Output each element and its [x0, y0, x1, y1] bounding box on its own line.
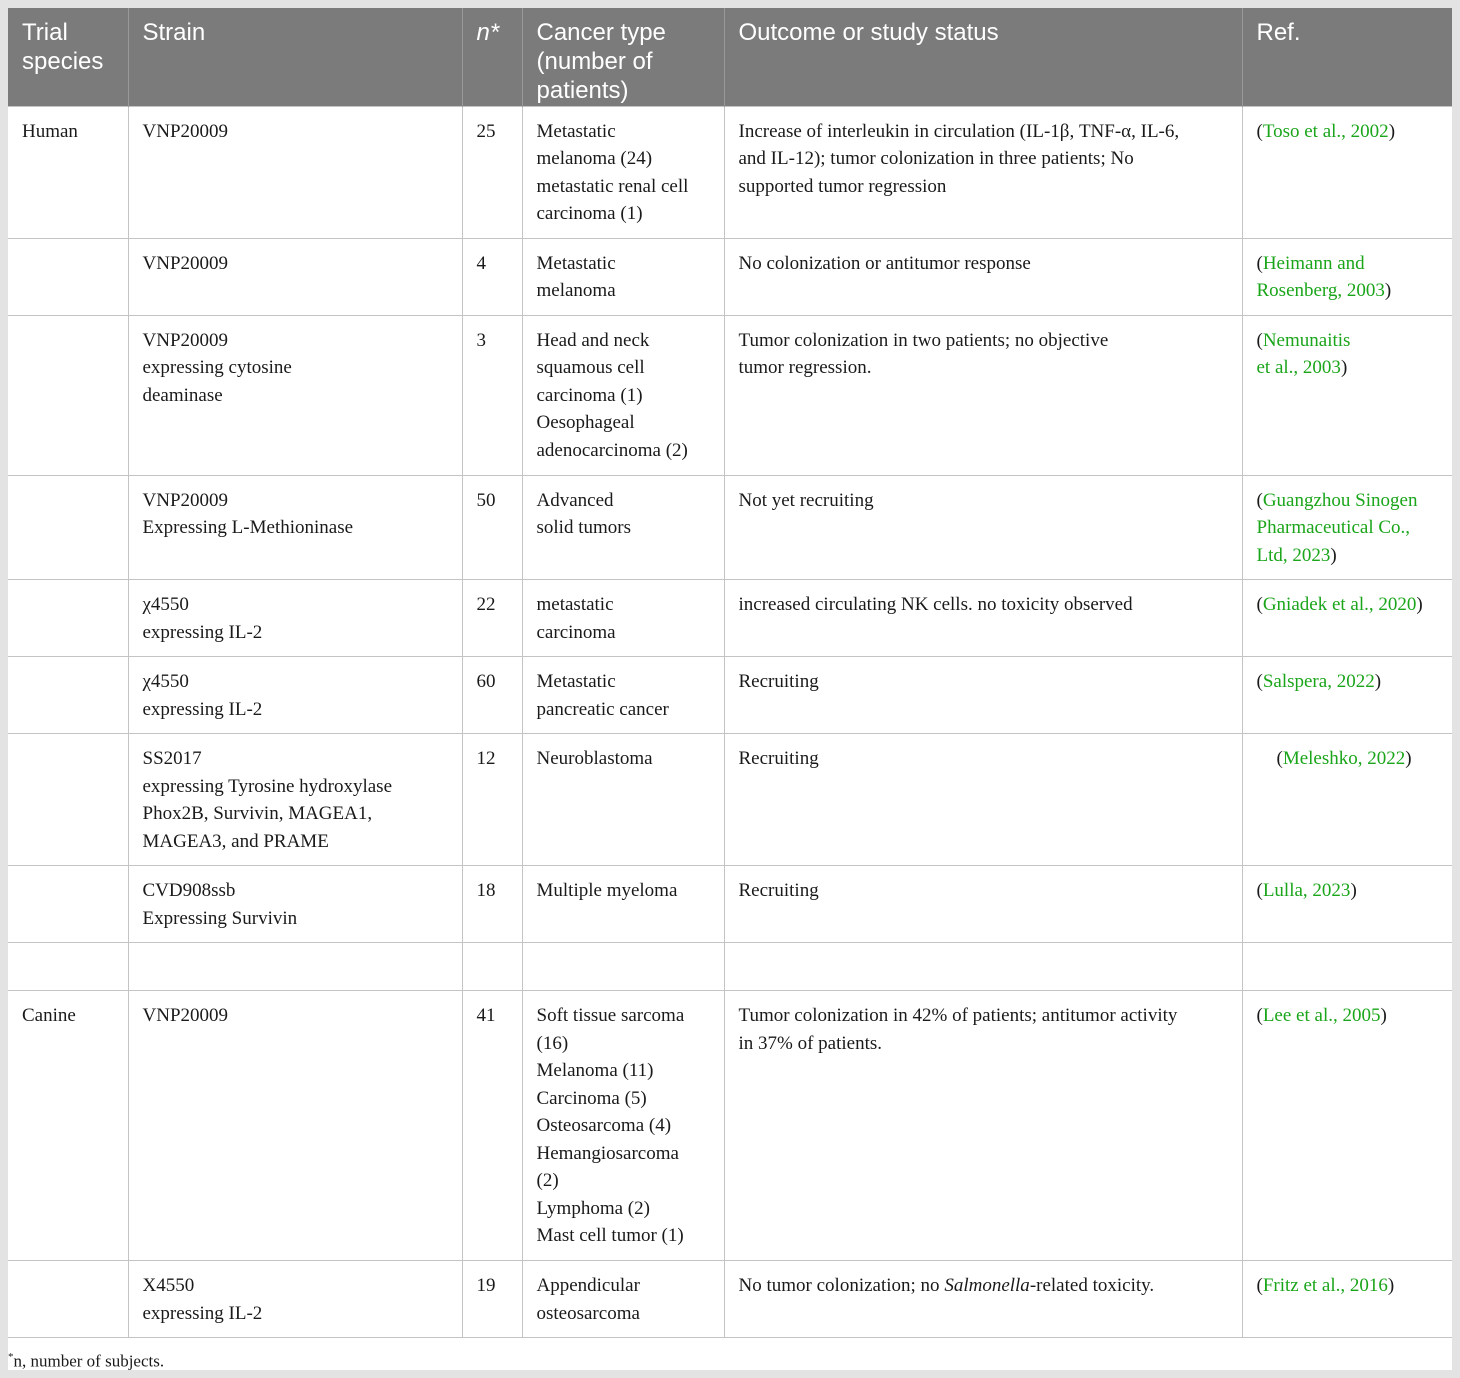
cell-n: 41: [462, 991, 522, 1261]
cell-species: [8, 1261, 128, 1338]
cancer-line: Neuroblastoma: [536, 748, 653, 769]
reference-link[interactable]: Pharmaceutical Co.,: [1256, 517, 1411, 538]
ref-close-paren: ): [1388, 120, 1396, 142]
outcome-text: -related toxicity.: [1029, 1275, 1155, 1296]
cell-strain: [128, 315, 462, 475]
ref-open-paren: (: [1256, 880, 1263, 901]
cell-cancer-type: [522, 238, 724, 315]
strain-line: expressing cytosine: [142, 357, 292, 378]
header-outcome: Outcome or study status: [724, 8, 1242, 106]
ref-open-paren: (: [1256, 1275, 1263, 1296]
cancer-line: Melanoma (11): [536, 1060, 654, 1081]
cell-species: Human: [8, 106, 128, 238]
cell-ref: [1242, 991, 1452, 1261]
outcome-line: Tumor colonization in 42% of patients; antitumor activity: [738, 1005, 1178, 1026]
table-row: [8, 1261, 1452, 1338]
cell-species: [8, 657, 128, 734]
cell-outcome: [724, 734, 1242, 866]
ref-close-paren: ): [1380, 1005, 1387, 1026]
strain-line: Expressing Survivin: [142, 907, 298, 929]
ref-open-paren: (: [1256, 489, 1263, 511]
cancer-line: metastatic: [536, 594, 614, 615]
ref-line: [1257, 327, 1439, 355]
strain-line: VNP20009: [142, 1005, 229, 1026]
cancer-line: Osteosarcoma (4): [536, 1115, 672, 1136]
cell-ref: [1242, 734, 1452, 866]
ref-close-paren: ): [1405, 748, 1412, 769]
cancer-line: melanoma: [536, 280, 616, 301]
cancer-line: Mast cell tumor (1): [536, 1225, 684, 1246]
table-row: [8, 238, 1452, 315]
reference-link[interactable]: Toso et al., 2002: [1262, 120, 1389, 142]
cell-outcome: [724, 991, 1242, 1261]
cancer-line: adenocarcinoma (2): [536, 439, 688, 461]
cell-ref: [1242, 475, 1452, 580]
ref-line: [1257, 277, 1439, 305]
cell-outcome: [724, 943, 1242, 991]
cell-strain: [128, 1261, 462, 1338]
cell-cancer-type: [522, 475, 724, 580]
trials-table: [8, 8, 1452, 1338]
ref-line: [1257, 118, 1439, 146]
outcome-italic: Salmonella: [944, 1275, 1030, 1296]
cell-species: [8, 580, 128, 657]
outcome-line: Tumor colonization in two patients; no objective: [738, 329, 1109, 351]
reference-link[interactable]: Salspera, 2022: [1262, 671, 1375, 692]
reference-link[interactable]: Heimann and: [1262, 252, 1365, 274]
table-body: [8, 106, 1452, 1338]
ref-close-paren: ): [1384, 280, 1392, 301]
outcome-line: increased circulating NK cells. no toxicity observed: [738, 594, 1133, 615]
cell-n: 50: [462, 475, 522, 580]
table-row: [8, 315, 1452, 475]
reference-link[interactable]: et al., 2003: [1256, 357, 1341, 378]
cell-strain: [128, 580, 462, 657]
cell-n: 25: [462, 106, 522, 238]
strain-line: X4550: [142, 1275, 195, 1296]
outcome-line: supported tumor regression: [738, 175, 947, 197]
header-strain: Strain: [128, 8, 462, 106]
cell-species: [8, 943, 128, 991]
cell-outcome: [724, 1261, 1242, 1338]
cancer-line: Lymphoma (2): [536, 1197, 650, 1219]
cell-strain: [128, 866, 462, 943]
cell-strain: [128, 991, 462, 1261]
cancer-line: Oesophageal: [536, 412, 635, 433]
strain-line: expressing IL-2: [142, 698, 263, 720]
table-footnote: [8, 1338, 1452, 1373]
cancer-line: metastatic renal cell: [536, 175, 689, 197]
outcome-line: in 37% of patients.: [738, 1032, 883, 1054]
strain-line: expressing IL-2: [142, 621, 263, 643]
cancer-line: Hemangiosarcoma: [536, 1142, 679, 1164]
table-row: [8, 580, 1452, 657]
cancer-line: solid tumors: [536, 517, 631, 538]
ref-open-paren: (: [1256, 252, 1263, 274]
cell-n: 60: [462, 657, 522, 734]
table-row: [8, 866, 1452, 943]
cell-strain: [128, 106, 462, 238]
outcome-line: Recruiting: [738, 671, 819, 692]
reference-link[interactable]: Nemunaitis: [1262, 329, 1351, 351]
cancer-line: Soft tissue sarcoma: [536, 1005, 685, 1026]
outcome-line: Recruiting: [738, 748, 819, 769]
cancer-line: carcinoma (1): [536, 203, 643, 224]
strain-line: Phox2B, Survivin, MAGEA1,: [142, 803, 373, 824]
cancer-line: Metastatic: [536, 252, 616, 274]
cell-cancer-type: [522, 580, 724, 657]
reference-link[interactable]: Guangzhou Sinogen: [1262, 489, 1418, 511]
cell-cancer-type: [522, 991, 724, 1261]
strain-line: VNP20009: [142, 252, 229, 274]
reference-link[interactable]: Rosenberg, 2003: [1256, 280, 1385, 301]
strain-line: χ4550: [142, 594, 189, 615]
cancer-line: carcinoma (1): [536, 384, 643, 406]
outcome-line: tumor regression.: [738, 357, 872, 378]
header-species: Trial species: [8, 8, 128, 106]
reference-link[interactable]: Ltd, 2023: [1256, 544, 1331, 566]
table-row: [8, 106, 1452, 238]
cancer-line: Metastatic: [536, 120, 616, 142]
cell-cancer-type: [522, 734, 724, 866]
cell-ref: [1242, 238, 1452, 315]
cell-species: [8, 475, 128, 580]
ref-close-paren: ): [1416, 594, 1423, 615]
table-frame: [8, 8, 1452, 1370]
cell-ref: [1242, 315, 1452, 475]
cancer-line: squamous cell: [536, 357, 645, 378]
cell-ref: [1242, 657, 1452, 734]
cell-outcome: [724, 315, 1242, 475]
ref-close-paren: ): [1350, 880, 1357, 901]
cell-cancer-type: [522, 943, 724, 991]
cell-strain: [128, 238, 462, 315]
cell-ref: [1242, 580, 1452, 657]
cell-outcome: [724, 106, 1242, 238]
cancer-line: melanoma (24): [536, 148, 653, 169]
cell-species: [8, 734, 128, 866]
outcome-line: No colonization or antitumor response: [738, 252, 1031, 274]
cell-n: 12: [462, 734, 522, 866]
table-row: [8, 943, 1452, 991]
outcome-line: Not yet recruiting: [738, 489, 874, 511]
ref-line: [1257, 877, 1439, 905]
strain-line: expressing IL-2: [142, 1302, 263, 1324]
ref-close-paren: ): [1374, 671, 1382, 692]
table-row: [8, 657, 1452, 734]
ref-line: [1257, 487, 1439, 515]
header-n: n*: [462, 8, 522, 106]
cell-cancer-type: [522, 866, 724, 943]
cell-n: 19: [462, 1261, 522, 1338]
strain-line: CVD908ssb: [142, 880, 236, 901]
table-row: [8, 991, 1452, 1261]
ref-close-paren: ): [1330, 544, 1337, 566]
ref-line: [1257, 542, 1439, 570]
cell-ref: [1242, 943, 1452, 991]
cell-species: [8, 866, 128, 943]
cancer-line: pancreatic cancer: [536, 698, 669, 720]
cell-cancer-type: [522, 315, 724, 475]
strain-line: VNP20009: [142, 120, 229, 142]
ref-open-paren: (: [1276, 748, 1283, 769]
outcome-text: No tumor colonization; no: [738, 1275, 945, 1296]
ref-open-paren: (: [1256, 594, 1263, 615]
ref-open-paren: (: [1256, 329, 1263, 351]
ref-line: [1257, 591, 1439, 619]
ref-line: [1257, 668, 1439, 696]
strain-line: MAGEA3, and PRAME: [142, 830, 329, 852]
cancer-line: Carcinoma (5): [536, 1087, 647, 1109]
cell-n: 3: [462, 315, 522, 475]
cell-n: 4: [462, 238, 522, 315]
cell-outcome: [724, 475, 1242, 580]
outcome-line: and IL-12); tumor colonization in three patients; No: [738, 148, 1134, 169]
cancer-line: (16): [536, 1032, 569, 1054]
strain-line: expressing Tyrosine hydroxylase: [142, 775, 392, 797]
cell-cancer-type: [522, 1261, 724, 1338]
cell-outcome: [724, 866, 1242, 943]
cancer-line: Multiple myeloma: [536, 880, 678, 901]
cell-n: 22: [462, 580, 522, 657]
strain-line: VNP20009: [142, 489, 229, 511]
cancer-line: Appendicular: [536, 1275, 640, 1296]
ref-line: [1257, 1002, 1439, 1030]
cancer-line: carcinoma: [536, 621, 616, 643]
strain-line: SS2017: [142, 748, 202, 769]
cell-strain: [128, 657, 462, 734]
outcome-line: Increase of interleukin in circulation (IL-1β, TNF-α, IL-6,: [738, 120, 1180, 142]
ref-line: [1277, 745, 1439, 773]
cell-strain: [128, 943, 462, 991]
header-ref: Ref.: [1242, 8, 1452, 106]
outcome-line: Recruiting: [738, 880, 819, 901]
cancer-line: osteosarcoma: [536, 1302, 640, 1324]
cell-outcome: [724, 657, 1242, 734]
cell-cancer-type: [522, 106, 724, 238]
header-row: [8, 8, 1452, 106]
header-cancer-type: Cancer type (number of patients): [522, 8, 724, 106]
cancer-line: Head and neck: [536, 329, 650, 351]
reference-link[interactable]: Lulla, 2023: [1262, 880, 1351, 901]
cell-outcome: [724, 238, 1242, 315]
cancer-line: (2): [536, 1170, 559, 1191]
strain-line: χ4550: [142, 671, 189, 692]
cancer-line: Advanced: [536, 489, 614, 511]
footnote-marker: *: [8, 1351, 14, 1363]
strain-line: VNP20009: [142, 329, 229, 351]
ref-open-paren: (: [1256, 671, 1263, 692]
ref-open-paren: (: [1256, 120, 1263, 142]
cell-species: [8, 315, 128, 475]
strain-line: deaminase: [142, 384, 223, 406]
cell-ref: [1242, 866, 1452, 943]
table-row: [8, 475, 1452, 580]
ref-line: [1257, 514, 1439, 542]
ref-close-paren: ): [1340, 357, 1348, 378]
table-row: [8, 734, 1452, 866]
ref-close-paren: ): [1387, 1275, 1395, 1296]
cell-species: Canine: [8, 991, 128, 1261]
cancer-line: Metastatic: [536, 671, 616, 692]
strain-line: Expressing L-Methioninase: [142, 517, 354, 538]
reference-link[interactable]: Meleshko, 2022: [1282, 748, 1406, 769]
ref-line: [1257, 1272, 1439, 1300]
reference-link[interactable]: Gniadek et al., 2020: [1262, 594, 1417, 615]
cell-strain: [128, 734, 462, 866]
ref-open-paren: (: [1256, 1005, 1263, 1026]
ref-line: [1257, 354, 1439, 382]
cell-cancer-type: [522, 657, 724, 734]
reference-link[interactable]: Lee et al., 2005: [1262, 1005, 1381, 1026]
ref-line: [1257, 250, 1439, 278]
cell-n: 18: [462, 866, 522, 943]
cell-ref: [1242, 106, 1452, 238]
footnote-text: n, number of subjects.: [13, 1351, 165, 1371]
cell-n: [462, 943, 522, 991]
cell-outcome: [724, 580, 1242, 657]
cell-strain: [128, 475, 462, 580]
cell-ref: [1242, 1261, 1452, 1338]
cell-species: [8, 238, 128, 315]
reference-link[interactable]: Fritz et al., 2016: [1262, 1275, 1388, 1296]
